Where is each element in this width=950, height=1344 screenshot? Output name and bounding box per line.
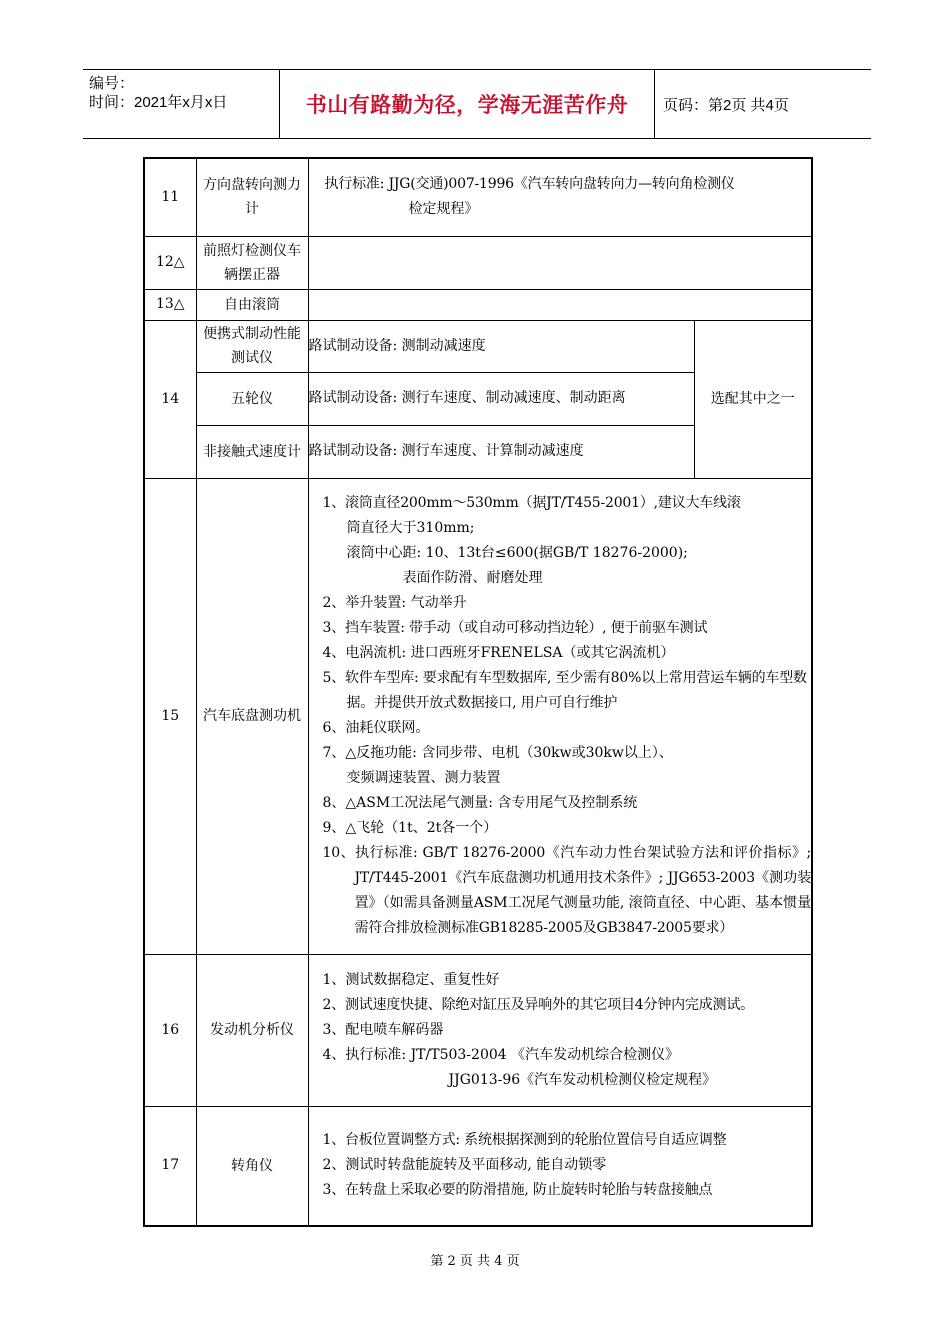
spec-line: 3、在转盘上采取必要的防滑措施, 防止旋转时轮胎与转盘接触点: [322, 1182, 713, 1199]
spec-line: 筒直径大于310mm;: [346, 520, 475, 536]
spec-line: 5、软件车型库: 要求配有车型数据库, 至少需有80%以上常用营运车辆的车型数据。并提供开放式数据接口, 用户可自行维护: [322, 670, 807, 711]
table-row: [144, 954, 812, 1106]
spec-line: 4、电涡流机: 进口西班牙FRENELSA（或其它涡流机）: [322, 645, 675, 661]
equipment-name: 汽车底盘测功机: [196, 478, 308, 954]
spec-line: 9、△飞轮（1t、2t各一个）: [322, 820, 498, 836]
spec-cell: [308, 158, 812, 236]
spec-line: 10、执行标准: GB/T 18276-2000《汽车动力性台架试验方法和评价指标》; JT/T445-2001《汽车底盘测功机通用技术条件》; JJG653-2003《测功装置》（如需具备测量ASM工况尾气测量功能, 滚筒直径、中心距、基本惯量需符合排放检测标准GB18285-2005及GB3847-2005要求）: [322, 845, 811, 936]
spec-line: 3、挡车装置: 带手动（或自动可移动挡边轮）, 便于前驱车测试: [322, 620, 708, 636]
spec-line: 6、油耗仪联网。: [322, 720, 430, 736]
row-number: 15: [144, 478, 196, 954]
equipment-name: 五轮仪: [196, 372, 308, 425]
spec-line: 滚筒中心距: 10、13t台≤600(据GB/T 18276-2000);: [346, 545, 688, 561]
spec-cell: 路试制动设备: 测制动减速度: [308, 320, 694, 372]
equipment-name: 发动机分析仪: [196, 954, 308, 1106]
row-number: 12△: [144, 236, 196, 289]
option-note: 选配其中之一: [694, 320, 812, 478]
doc-date-label: 时间：2021年x月x日: [89, 94, 228, 111]
spec-line: 1、台板位置调整方式: 系统根据探测到的轮胎位置信号自适应调整: [322, 1132, 727, 1149]
spec-line: 8、△ASM工况法尾气测量: 含专用尾气及控制系统: [322, 795, 638, 811]
equipment-name: 便携式制动性能测试仪: [196, 320, 308, 372]
spec-line: JJG013-96《汽车发动机检测仪检定规程》: [448, 1071, 717, 1088]
row-number: 11: [144, 158, 196, 236]
row-number: 14: [144, 320, 196, 478]
equipment-spec-table: [143, 157, 813, 1227]
doc-number-label: 编号：: [89, 75, 135, 92]
table-row: [144, 1106, 812, 1226]
header-divider: [654, 70, 655, 138]
spec-cell: 路试制动设备: 测行车速度、计算制动减速度: [308, 425, 694, 478]
spec-line: 2、测试时转盘能旋转及平面移动, 能自动锁零: [322, 1157, 607, 1174]
row-number: 17: [144, 1106, 196, 1226]
header-page-info: 页码：第2页 共4页: [663, 96, 789, 114]
equipment-name: 非接触式速度计: [196, 425, 308, 478]
spec-line: 检定规程》: [408, 201, 479, 218]
equipment-name: 自由滚筒: [196, 289, 308, 320]
spec-line: 2、测试速度快捷、除绝对缸压及异响外的其它项目4分钟内完成测试。: [322, 996, 754, 1013]
spec-cell: 路试制动设备: 测行车速度、制动减速度、制动距离: [308, 372, 694, 425]
header-slogan: 书山有路勤为径，学海无涯苦作舟: [305, 93, 629, 117]
spec-line: 3、配电喷车解码器: [322, 1021, 444, 1038]
table-row: [144, 320, 812, 372]
equipment-name: 前照灯检测仪车辆摆正器: [196, 236, 308, 289]
page-footer: 第 2 页 共 4 页: [430, 1254, 520, 1269]
spec-cell: [308, 1106, 812, 1226]
row-number: 13△: [144, 289, 196, 320]
spec-cell: [308, 289, 812, 320]
spec-cell: [308, 954, 812, 1106]
spec-cell: [308, 236, 812, 289]
page-header: [83, 69, 871, 139]
spec-line: 表面作防滑、耐磨处理: [402, 570, 543, 586]
equipment-name: 方向盘转向测力计: [196, 158, 308, 236]
spec-cell: [308, 478, 812, 954]
spec-line: 2、举升装置: 气动举升: [322, 595, 467, 611]
spec-line: 4、执行标准: JT/T503-2004 《汽车发动机综合检测仪》: [322, 1046, 680, 1063]
table-row: [144, 478, 812, 954]
spec-line: 执行标准: JJG(交通)007-1996《汽车转向盘转向力—转向角检测仪: [324, 176, 735, 193]
spec-line: 1、测试数据稳定、重复性好: [322, 971, 500, 988]
table-row: [144, 289, 812, 320]
table-row: [144, 158, 812, 236]
spec-line: 变频调速装置、测力装置: [346, 770, 501, 786]
spec-line: 7、△反拖功能: 含同步带、电机（30kw或30kw以上）、: [322, 745, 673, 761]
header-meta: [83, 70, 279, 138]
spec-line: 1、滚筒直径200mm～530mm（据JT/T455-2001）,建议大车线滚: [322, 495, 741, 511]
row-number: 16: [144, 954, 196, 1106]
table-row: [144, 236, 812, 289]
equipment-name: 转角仪: [196, 1106, 308, 1226]
